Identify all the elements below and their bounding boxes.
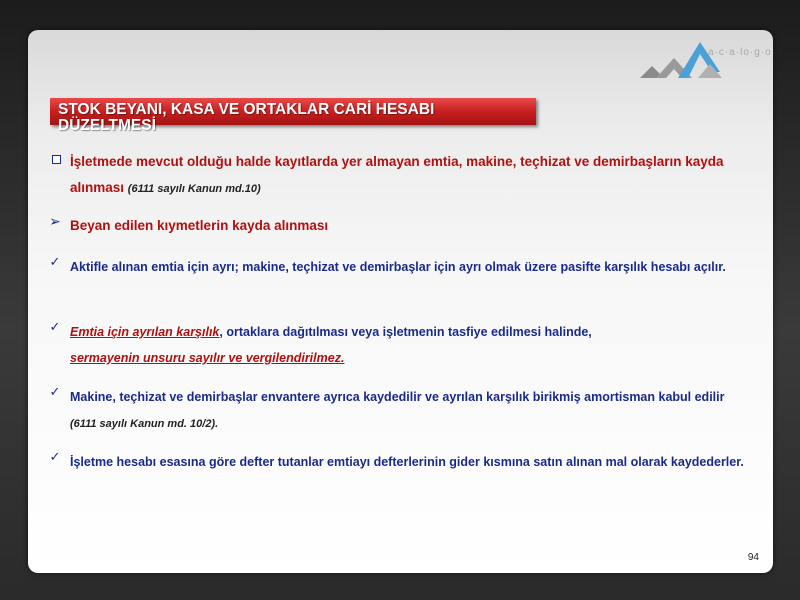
- underlined-term: Emtia için ayrılan karşılık: [70, 325, 220, 339]
- list-item: [48, 384, 748, 437]
- page-number: 94: [747, 552, 759, 563]
- check-bullet-icon: ✓: [49, 449, 61, 464]
- slide: [28, 30, 773, 573]
- list-item: [48, 149, 748, 202]
- check-bullet-icon: ✓: [49, 319, 61, 334]
- item-text: Aktifle alınan emtia için ayrı; makine, teçhizat ve demirbaşlar için ayrı olmak üzere pasifte karşılık hesabı açılır.: [70, 260, 726, 274]
- item-text: Makine, teçhizat ve demirbaşlar envantere ayrıca kaydedilir ve ayrılan karşılık birikmiş amortisman kabul edilir: [70, 390, 725, 404]
- slide-title: STOK BEYANI, KASA VE ORTAKLAR CARİ HESABI DÜZELTMESİ: [58, 101, 435, 134]
- logo-text: a·c·a·lo·g·o: [708, 47, 772, 58]
- underlined-conclusion: sermayenin unsuru sayılır ve vergilendirilmez.: [70, 351, 345, 365]
- check-bullet-icon: ✓: [49, 384, 61, 399]
- item-text: İşletme hesabı esasına göre defter tutanlar emtiayı defterlerinin gider kısmına satın alınan mal olarak kaydederler.: [70, 455, 744, 469]
- item-text: Beyan edilen kıymetlerin kayda alınması: [70, 218, 329, 233]
- law-reference: (6111 sayılı Kanun md. 10/2).: [70, 418, 219, 430]
- title-bar: [50, 98, 536, 134]
- list-item: [48, 319, 748, 371]
- arrow-bullet-icon: ➢: [49, 213, 61, 229]
- item-text: , ortaklara dağıtılması veya işletmenin tasfiye edilmesi halinde,: [219, 325, 592, 339]
- law-reference: (6111 sayılı Kanun md.10): [127, 183, 261, 195]
- check-bullet-icon: ✓: [49, 254, 61, 269]
- list-item: [48, 449, 748, 475]
- logo-mark-icon: [638, 38, 768, 86]
- company-logo: [638, 38, 768, 86]
- list-item: [48, 254, 748, 280]
- list-item: [48, 213, 748, 239]
- item-text: İşletmede mevcut olduğu halde kayıtlarda yer almayan emtia, makine, teçhizat ve demirbaşların kayda alınması: [70, 154, 724, 195]
- square-bullet-icon: [48, 149, 62, 167]
